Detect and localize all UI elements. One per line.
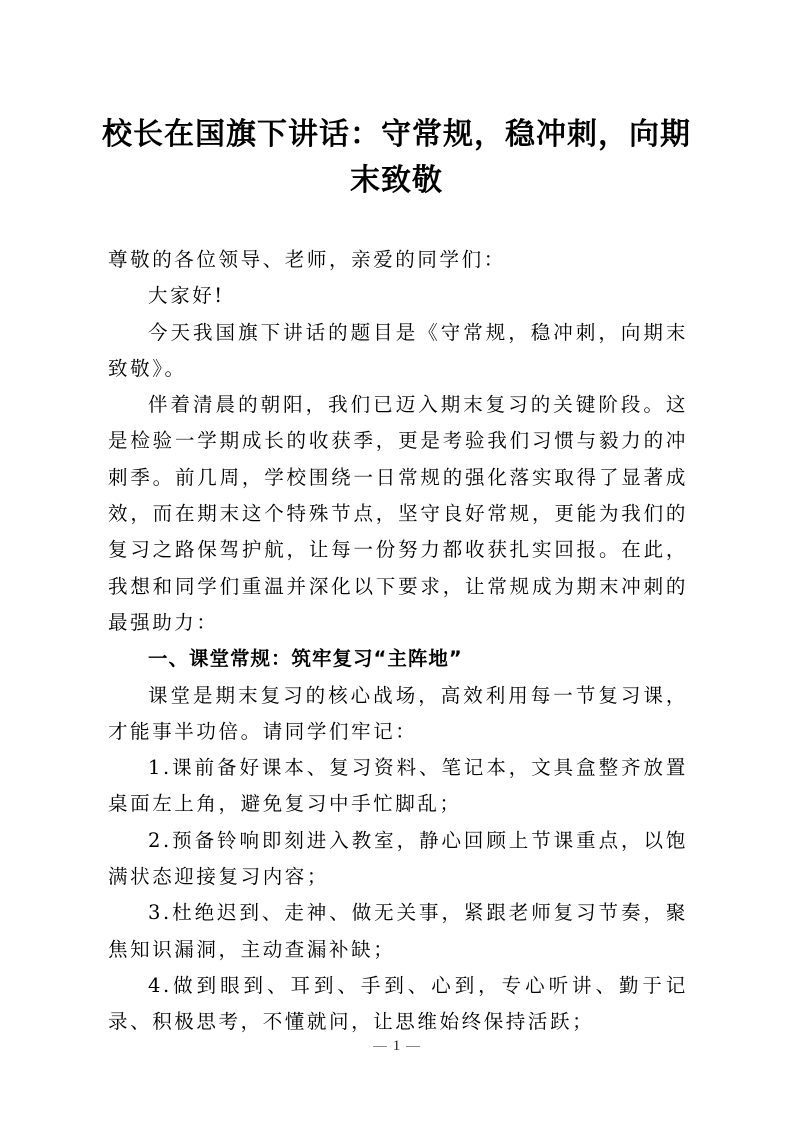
paragraph-intro: 伴着清晨的朝阳，我们已迈入期末复习的关键阶段。这是检验一学期成长的收获季，更是考验我们习惯与毅力的冲刺季。前几周，学校围绕一日常规的强化落实取得了显著成效，而在期末这个特殊节点，坚守良好常规，更能为我们的复习之路保驾护航，让每一份努力都收获扎实回报。在此，我想和同学们重温并深化以下要求，让常规成为期末冲刺的最强助力： — [108, 393, 688, 634]
document-body — [108, 242, 688, 1041]
section-heading: 一、课堂常规：筑牢复习“主阵地” — [148, 647, 463, 671]
dash-decoration — [406, 1046, 420, 1047]
paragraph-topic: 今天我国旗下讲话的题目是《守常规，稳冲刺，向期末致敬》。 — [108, 320, 688, 380]
page-number: 1 — [392, 1038, 401, 1054]
list-item-1: 1.课前备好课本、复习资料、笔记本，文具盒整齐放置桌面左上角，避免复习中手忙脚乱； — [108, 756, 688, 816]
document-title: 校长在国旗下讲话：守常规，稳冲刺，向期末致敬 — [102, 117, 691, 198]
paragraph-classroom: 课堂是期末复习的核心战场，高效利用每一节复习课，才能事半功倍。请同学们牢记： — [108, 683, 688, 743]
paragraph-greeting: 大家好! — [148, 284, 225, 308]
list-item-4: 4.做到眼到、耳到、手到、心到，专心听讲、勤于记录、积极思考，不懂就问，让思维始终保持活跃； — [108, 973, 688, 1034]
list-item-2: 2.预备铃响即刻进入教室，静心回顾上节课重点，以饱满状态迎接复习内容； — [108, 828, 688, 889]
list-item-3: 3.杜绝迟到、走神、做无关事，紧跟老师复习节奏，聚焦知识漏洞，主动查漏补缺； — [108, 901, 688, 961]
page-footer — [0, 1038, 793, 1055]
dash-decoration — [373, 1046, 387, 1047]
salutation: 尊敬的各位领导、老师，亲爱的同学们： — [108, 248, 506, 271]
